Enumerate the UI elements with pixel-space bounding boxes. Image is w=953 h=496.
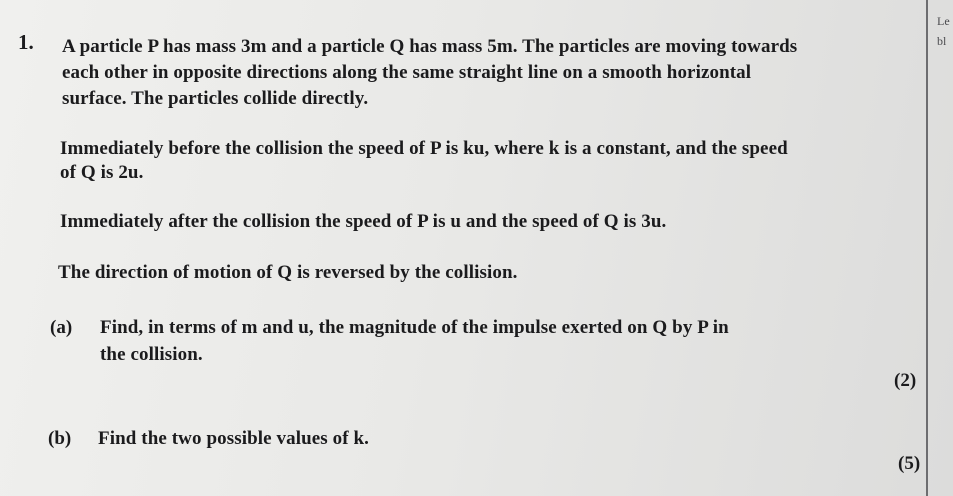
question-number: 1.	[18, 30, 34, 54]
part-b-marks: (5)	[898, 453, 921, 474]
margin-note-line2: bl	[937, 34, 947, 48]
intro-line-2: each other in opposite directions along the same straight line on a smooth horizontal	[62, 62, 752, 83]
part-b-text: Find the two possible values of k.	[98, 428, 370, 449]
intro-line-1: A particle P has mass 3m and a particle Q has mass 5m. The particles are moving towards	[62, 36, 798, 57]
before-line-1: Immediately before the collision the speed of P is ku, where k is a constant, and the speed	[60, 138, 788, 159]
margin-note-line1: Le	[937, 14, 950, 28]
part-b-label: (b)	[48, 428, 72, 449]
part-a-line-2: the collision.	[100, 344, 203, 365]
part-a-marks: (2)	[894, 370, 917, 391]
margin-rule	[926, 0, 928, 496]
before-line-2: of Q is 2u.	[60, 162, 144, 183]
direction-line: The direction of motion of Q is reversed by the collision.	[58, 262, 518, 283]
after-line: Immediately after the collision the speed of P is u and the speed of Q is 3u.	[60, 211, 667, 232]
intro-line-3: surface. The particles collide directly.	[62, 88, 369, 109]
part-a-line-1: Find, in terms of m and u, the magnitude of the impulse exerted on Q by P in	[100, 317, 729, 338]
part-a-label: (a)	[50, 317, 73, 338]
